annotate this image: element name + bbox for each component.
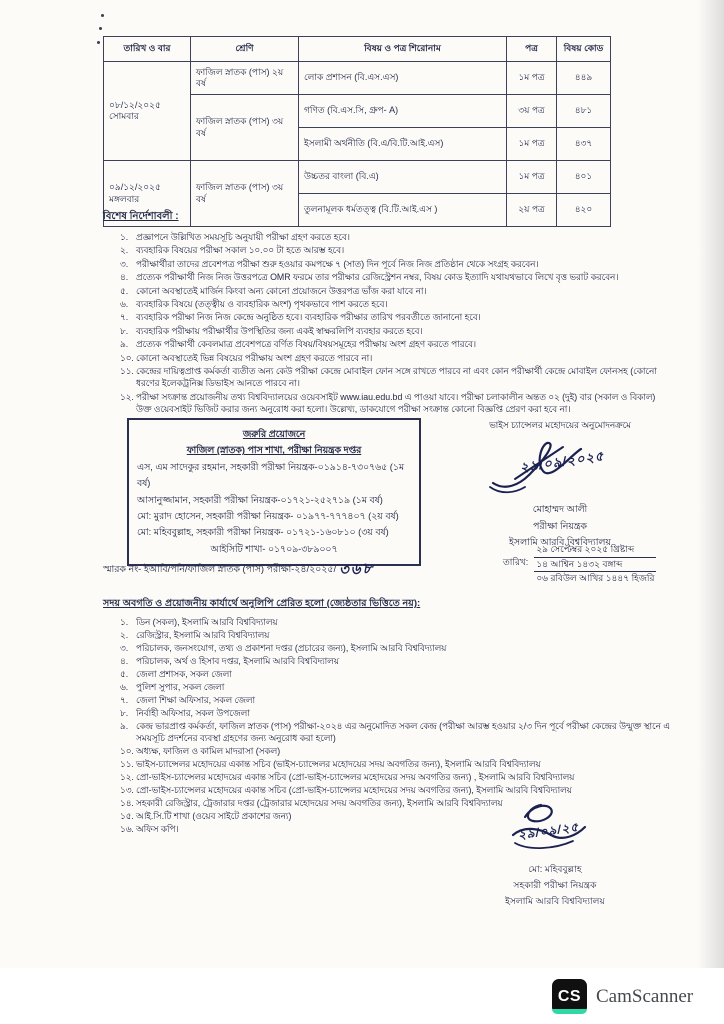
- item-text: প্রত্যেক পরীক্ষার্থী নিজ নিজ উত্তরপত্রে OMR ফরমে তার পরীক্ষার রেজিস্ট্রেশন নম্বর, বিষয় কোড ইত্যাদি যথাযথভাবে লিখে বৃত্ত ভরাট করবেন।: [136, 272, 619, 283]
- item-number: ১০.: [120, 746, 134, 757]
- distribution-title: সদয় অবগতি ও প্রয়োজনীয় কার্যার্থে অনুলিপি প্রেরিত হলো (জ্যেষ্ঠতার ভিত্তিতে নয়):: [103, 598, 421, 609]
- controller-signature: [438, 435, 682, 501]
- item-text: আই.সি.টি শাখা (ওয়েব সাইটে প্রকাশের জন্য): [136, 811, 292, 822]
- instruction-item: [103, 244, 669, 256]
- instruction-item: [103, 338, 669, 350]
- scan-artifact-orange-line: [0, 0, 296, 3]
- class-cell: ফাজিল স্নাতক (পাস) ৩য় বর্ষ: [191, 161, 299, 227]
- item-text: নির্বাহী অফিসার, সকল উপজেলা: [136, 708, 250, 718]
- item-text: জেলা শিক্ষা অফিসার, সকল জেলা: [136, 695, 255, 705]
- distribution-item: [103, 668, 685, 680]
- paper-cell: ১ম পত্র: [507, 161, 557, 194]
- instruction-item: [103, 298, 669, 310]
- approver-designation: পরীক্ষা নিয়ন্ত্রক: [533, 519, 587, 531]
- item-number: ৭.: [120, 695, 129, 705]
- instruction-item: [103, 271, 669, 283]
- code-cell: ৪৮১: [557, 95, 611, 128]
- instruction-item: [103, 352, 669, 364]
- item-number: ৫.: [120, 669, 129, 679]
- item-text: অধ্যক্ষ, ফাজিল ও কামিল মাদরাসা (সকল): [136, 746, 281, 757]
- instruction-item: [103, 285, 669, 297]
- item-number: ৩.: [120, 643, 129, 653]
- item-number: ৬.: [120, 682, 129, 692]
- subject-cell: গণিত (বি.এস.সি, গ্রুপ- A): [299, 95, 507, 128]
- contact-line: মো: মুরাদ হোসেন, সহকারী পরীক্ষা নিয়ন্ত্রক- ০১৯৭৭-৭৭৭৪০৭ (২য় বর্ষ): [137, 511, 399, 522]
- approver-organization: ইসলামি আরবি বিশ্ববিদ্যালয়: [509, 536, 611, 547]
- item-text: পরিচালক, অর্থ ও হিসাব দপ্তর, ইসলামি আরবি বিশ্ববিদ্যালয়: [136, 656, 339, 666]
- item-text: প্রজ্ঞাপনে উল্লিখিত সময়সূচি অনুযায়ী পরীক্ষা গ্রহণ করতে হবে।: [136, 232, 350, 242]
- item-number: ১.: [120, 617, 129, 627]
- date-value: ০৮/১২/২০২৫: [109, 99, 161, 110]
- signatory-organization: ইসলামি আরবি বিশ্ববিদ্যালয়: [505, 896, 605, 906]
- item-number: ৯.: [120, 339, 129, 350]
- code-cell: ৪৩৭: [557, 128, 611, 161]
- instruction-item: [103, 311, 669, 323]
- scan-dot-artifact: [101, 14, 104, 17]
- item-number: ১২.: [120, 772, 134, 783]
- item-text: কেন্দ্র ভারপ্রাপ্ত কর্মকর্তা, ফাজিল স্নাতক (পাস) পরীক্ষা-২০২৪ এর অনুমোদিত সকল কেন্দ্র (পরীক্ষা আরম্ভ হওয়ার ২/৩ দিন পূর্বে পরীক্ষা কেন্দ্রের উন্মুক্ত স্থানে এ সময়সূচি প্রদর্শনের ব্যবস্থা গ্রহণের জন্য অনুরোধ করা হলো): [136, 721, 670, 744]
- scan-dot-artifact: [99, 27, 102, 30]
- item-number: ১.: [120, 232, 129, 242]
- approval-block: [438, 418, 682, 551]
- special-instructions-title: বিশেষ নির্দেশাবলী :: [103, 211, 179, 222]
- header-subject-code: বিষয় কোড: [557, 37, 611, 62]
- item-text: ব্যবহারিক বিষয়ে (তত্ত্বীয় ও ব্যবহারিক অংশ) পৃথকভাবে পাশ করতে হবে।: [136, 298, 388, 309]
- distribution-item: [103, 771, 685, 783]
- distribution-item: [103, 629, 685, 641]
- header-subject-paper-title: বিষয় ও পত্র শিরোনাম: [299, 37, 507, 62]
- date-block: [503, 543, 656, 586]
- item-number: ১৫.: [120, 811, 134, 822]
- item-text: কেন্দ্রের দায়িত্বপ্রাপ্ত কর্মকর্তা ব্যতীত অন্য কেউ পরীক্ষা কেন্দ্রে মোবাইল ফোন সঙ্গে রাখতে পারবে না এবং কোন পরীক্ষার্থী কেন্দ্রে মোবাইল ফোনসহ (কোনো ধরণের ইলেকট্রনিক্স ডিভাইস আনতে পারবে না।: [136, 365, 657, 389]
- item-number: ১১.: [120, 365, 134, 376]
- date-label: তারিখ:: [503, 557, 529, 567]
- date-stack: [534, 543, 656, 586]
- scan-dot-artifact: [97, 41, 100, 44]
- camscanner-brand-text: CamScanner: [596, 985, 694, 1007]
- item-number: ৪.: [120, 656, 129, 666]
- header-class: শ্রেণি: [191, 37, 299, 62]
- item-text: পরীক্ষার্থীরা তাদের প্রবেশপত্র পরীক্ষা শুরু হওয়ার কমপক্ষে ৭ (সাত) দিন পূর্বে নিজ নিজ প্রতিষ্ঠান থেকে সংগ্রহ করবেন।: [136, 258, 539, 269]
- memo-number-line: [103, 558, 374, 583]
- date-cell-group1: [104, 62, 191, 161]
- item-number: ৮.: [120, 708, 129, 718]
- paper-cell: ২য় পত্র: [507, 194, 557, 227]
- distribution-item: [103, 616, 685, 628]
- header-paper: পত্র: [507, 37, 557, 62]
- item-text: ভাইস-চ্যান্সেলর মহোদয়ের একান্ত সচিব (ভাইস-চ্যান্সেলর মহোদয়ের সদয় অবগতির জন্য), ইসলামি আরবি বিশ্ববিদ্যালয়: [136, 759, 541, 770]
- item-text: পরিচালক, জনসংযোগ, তথ্য ও প্রকাশনা দপ্তর (প্রচারের জন্য), ইসলামি আরবি বিশ্ববিদ্যালয়: [136, 643, 447, 653]
- assistant-controller-signature: [440, 795, 670, 861]
- subject-cell: তুলনামূলক ধর্মতত্ত্ব (বি.টি.আই.এস ): [299, 194, 507, 227]
- item-text: রেজিস্ট্রার, ইসলামি আরবি বিশ্ববিদ্যালয়: [136, 630, 270, 640]
- instruction-item: [103, 258, 669, 270]
- distribution-item: [103, 694, 685, 706]
- item-text: অফিস কপি।: [136, 824, 179, 835]
- item-text: জেলা প্রশাসক, সকল জেলা: [136, 669, 232, 679]
- instruction-item: [103, 231, 669, 243]
- code-cell: ৪০১: [557, 161, 611, 194]
- distribution-item: [103, 642, 685, 654]
- item-number: ১৩.: [120, 785, 134, 796]
- item-text: প্রো-ভাইস-চ্যান্সেলর মহোদয়ের একান্ত সচিব (প্রো-ভাইস-চ্যান্সেলর মহোদয়ের সদয় অবগতির জন্য) , ইসলামি আরবি বিশ্ববিদ্যালয়: [136, 772, 575, 783]
- item-text: প্রত্যেক পরীক্ষার্থী কেবলমাত্র প্রবেশপত্রে বর্ণিত বিষয়/বিষয়সমূহের পরীক্ষায় অংশ গ্রহণ করতে পারবে।: [136, 339, 477, 350]
- contact-box-subtitle: ফাজিল (স্নাতক) পাস শাখা, পরীক্ষা নিয়ন্ত্রক দপ্তর: [186, 445, 362, 456]
- day-value: মঙ্গলবার: [109, 193, 140, 204]
- item-number: ৮.: [120, 325, 129, 336]
- distribution-item: [103, 758, 685, 770]
- subject-cell: উচ্চতর বাংলা (বি.এ): [299, 161, 507, 194]
- item-text: প্রো-ভাইস-চ্যান্সেলর মহোদয়ের একান্ত সচিব (প্রো-ভাইস-চ্যান্সেলর মহোদয়ের সদয় অবগতির জন্য), ইসলামি আরবি বিশ্ববিদ্যালয়: [136, 785, 572, 796]
- distribution-item: [103, 681, 685, 693]
- memo-number-label: স্মারক নং- ইআবি/পনি/ফাজিল স্নাতক (পাস) পরীক্ষা-২৪/২০২৫/: [103, 563, 337, 574]
- item-number: ১০.: [120, 352, 134, 363]
- special-instructions-section: [103, 209, 669, 416]
- exam-schedule-table: [103, 36, 611, 227]
- signature-date-handwritten: ২৯/০৯/২০২৫: [519, 448, 606, 475]
- item-number: ৬.: [120, 298, 129, 309]
- item-text: পরীক্ষা সংক্রান্ত প্রয়োজনীয় তথ্য বিশ্ববিদ্যালয়ের ওয়েবসাইট www.iau.edu.bd এ পাওয়া যাবে। পরীক্ষা চলাকালীন অন্তত ০২ (দুই) বার (সকাল ও বিকাল) উক্ত ওয়েবসাইট ভিজিট করার জন্য অনুরোধ করা হলো। উল্লেখ্য, ডাকযোগে পরীক্ষা সংক্রান্ত কোনো বিজ্ঞপ্তি প্রেরণ করা হবে না।: [136, 391, 656, 414]
- item-text: কোনো অবস্থাতেই ভিন্ন বিষয়ের পরীক্ষায় অংশ গ্রহণ করতে পারবে না।: [136, 352, 373, 363]
- table-header-row: [104, 37, 611, 62]
- class-cell: ফাজিল স্নাতক (পাস) ২য় বর্ষ: [191, 62, 299, 95]
- distribution-item: [103, 655, 685, 667]
- contact-box-title: জরুরি প্রয়োজনে: [242, 429, 306, 439]
- distribution-item: [103, 745, 685, 757]
- header-date-day: তারিখ ও বার: [104, 37, 191, 62]
- contact-ict-line: আইসিটি শাখা- ০১৭০৯-৩৮৯০০৭: [210, 543, 338, 554]
- day-value: সোমবার: [109, 111, 139, 121]
- item-number: ৯.: [120, 721, 129, 731]
- code-cell: ৪২০: [557, 194, 611, 227]
- subject-cell: ইসলামী অর্থনীতি (বি.এ/বি.টি.আই.এস): [299, 128, 507, 161]
- item-text: ডিন (সকল), ইসলামি আরবি বিশ্ববিদ্যালয়: [136, 617, 278, 627]
- item-number: ১২.: [120, 391, 134, 402]
- date-bengali-calendar: ১৪ আশ্বিন ১৪৩২ বঙ্গাব্দ: [534, 558, 656, 573]
- item-number: ১৪.: [120, 798, 134, 809]
- item-number: ৫.: [120, 285, 129, 296]
- contact-line: মো: মহিববুল্লাহ, সহকারী পরীক্ষা নিয়ন্ত্রক- ০১৭২১-১৬০৮১০ (৩য় বর্ষ): [137, 527, 389, 538]
- distribution-item: [103, 707, 685, 719]
- paper-cell: ১ম পত্র: [507, 62, 557, 95]
- scan-edge-shadow: [698, 0, 724, 972]
- signatory-block: [440, 795, 670, 909]
- signatory-name: মো: মহিববুল্লাহ: [528, 864, 582, 874]
- approver-name: মোহাম্মদ আলী: [532, 503, 588, 514]
- emergency-contact-box: [127, 418, 421, 566]
- paper-cell: ৩য় পত্র: [507, 95, 557, 128]
- item-number: ৭.: [120, 312, 129, 323]
- instruction-item: [103, 325, 669, 337]
- date-value: ০৯/১২/২০২৫: [109, 182, 161, 192]
- class-cell: ফাজিল স্নাতক (পাস) ৩য় বর্ষ: [191, 95, 299, 161]
- table-row: [104, 62, 611, 95]
- item-number: ৪.: [120, 272, 129, 283]
- table-row: [104, 161, 611, 194]
- signature-date-handwritten: ২৯/০৯/২৫: [517, 819, 580, 843]
- signatory-designation: সহকারী পরীক্ষা নিয়ন্ত্রক: [513, 880, 597, 890]
- date-gregorian: ২৯ সেপ্টেম্বর ২০২৫ খ্রিষ্টাব্দ: [534, 543, 656, 558]
- item-number: ১১.: [120, 759, 134, 770]
- item-number: ২.: [120, 630, 129, 640]
- item-text: ব্যবহারিক পরীক্ষা নিজ নিজ কেন্দ্রে অনুষ্ঠিত হবে। ব্যবহারিক পরীক্ষার তারিখ পরবর্তীতে জানানো হবে।: [136, 312, 481, 323]
- item-text: সহকারী রেজিস্ট্রার, ট্রেজারার দপ্তর (ট্রেজারার মহোদয়ের সদয় অবগতির জন্য), ইসলামি আরবি বিশ্ববিদ্যালয়: [136, 798, 503, 809]
- instruction-item: [103, 365, 669, 389]
- approval-note: ভাইস চ্যান্সেলর মহোদয়ের অনুমোদনক্রমে: [489, 420, 631, 430]
- item-text: পুলিশ সুপার, সকল জেলা: [136, 682, 225, 692]
- paper-cell: ১ম পত্র: [507, 128, 557, 161]
- instruction-item: [103, 391, 669, 415]
- camscanner-logo-icon: CS: [552, 979, 587, 1014]
- item-text: ব্যবহারিক বিষয়ের পরীক্ষা সকাল ১০.০০ টা হতে আরম্ভ হবে।: [136, 245, 345, 256]
- item-number: ১৬.: [120, 824, 134, 835]
- item-number: ৩.: [120, 258, 129, 269]
- camscanner-watermark: [552, 979, 693, 1014]
- contact-line: আসানুজ্জামান, সহকারী পরীক্ষা নিয়ন্ত্রক-০১৭২১-২৫২৭১৯ (১ম বর্ষ): [137, 494, 383, 505]
- item-number: ২.: [120, 245, 129, 256]
- distribution-item: [103, 720, 685, 745]
- item-text: কোনো অবস্থাতেই মার্জিন কিংবা অন্য কোনো প্রয়োজনে উত্তরপত্র ভাঁজ করা যাবে না।: [136, 285, 427, 296]
- contact-line: এস, এম সাদেকুর রহমান, সহকারী পরীক্ষা নিয়ন্ত্রক-০১৯১৪-৭৩০৭৬৫ (১ম বর্ষ): [137, 461, 405, 489]
- memo-number-handwritten: ৩৬৮: [338, 559, 375, 580]
- subject-cell: লোক প্রশাসন (বি.এস.এস): [299, 62, 507, 95]
- item-text: ব্যবহারিক পরীক্ষায় পরীক্ষার্থীর উপস্থিতির জন্য একই স্বাক্ষরলিপি ব্যবহার করতে হবে।: [136, 325, 423, 336]
- code-cell: ৪৪৯: [557, 62, 611, 95]
- date-hijri: ০৬ রবিউল আখির ১৪৪৭ হিজরি: [536, 573, 655, 583]
